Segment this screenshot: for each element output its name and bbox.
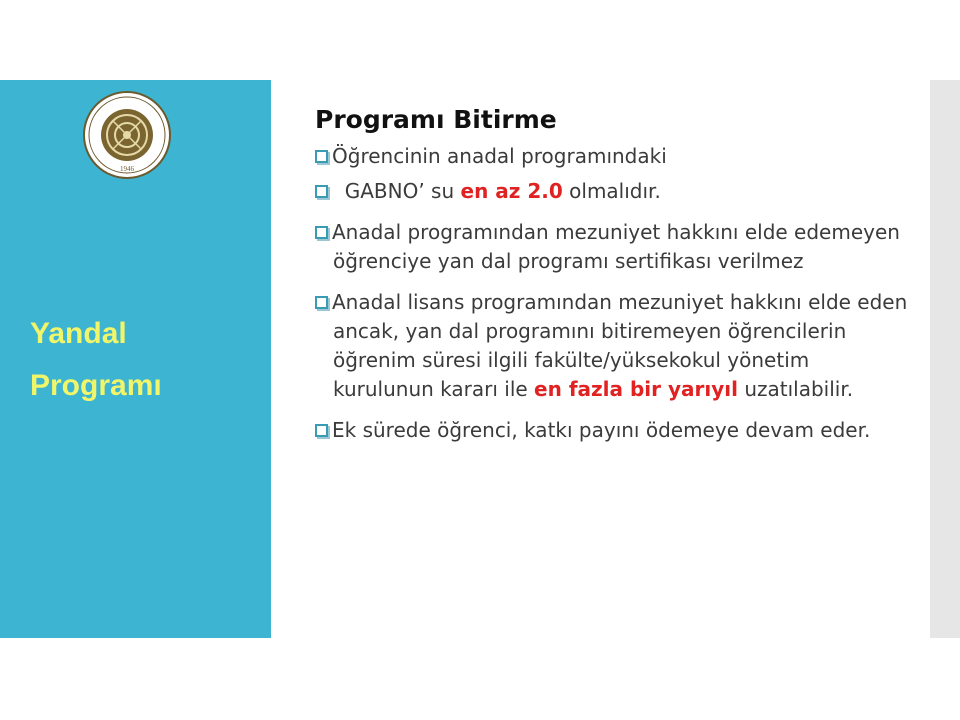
bullet-3-text: Anadal programından mezuniyet hakkını elde edemeyen öğrenciye yan dal programı sertifikası verilmez (332, 220, 900, 273)
checkbox-bullet-icon (315, 296, 328, 309)
bullet-1 (315, 142, 915, 171)
checkbox-bullet-icon (315, 150, 328, 163)
logo-year: 1946 (120, 165, 134, 173)
bullet-2-highlight: en az 2.0 (460, 179, 563, 203)
bullet-4-text-post: uzatılabilir. (737, 377, 854, 401)
right-decor-bar (930, 80, 960, 638)
bullet-5 (315, 416, 915, 445)
bullet-2-text-pre: GABNO’ su (344, 179, 461, 203)
university-seal-logo (83, 91, 171, 179)
checkbox-bullet-icon (315, 424, 328, 437)
bullet-5-text: Ek sürede öğrenci, katkı payını ödemeye devam eder. (332, 418, 871, 442)
bullet-2 (315, 177, 915, 206)
bullet-3 (315, 218, 915, 276)
bullet-4-highlight: en fazla bir yarıyıl (534, 377, 738, 401)
checkbox-bullet-icon (315, 185, 328, 198)
side-title (30, 312, 162, 416)
bullet-1-text: Öğrencinin anadal programındaki (332, 144, 667, 168)
bullet-2-text-post: olmalıdır. (562, 179, 661, 203)
checkbox-bullet-icon (315, 226, 328, 239)
bullet-4-text-pre: Anadal lisans programından mezuniyet hakkını elde eden ancak, yan dal programını bitiremeyen öğrencilerin öğrenim süresi ilgili fakülte/yüksekokul yönetim kurulunun kararı ile (332, 290, 908, 401)
bullet-4 (315, 288, 915, 404)
slide-heading: Programı Bitirme (315, 105, 557, 134)
content-area (315, 100, 915, 457)
side-title-line2: Programı (30, 369, 162, 402)
side-title-line1: Yandal (30, 317, 127, 350)
